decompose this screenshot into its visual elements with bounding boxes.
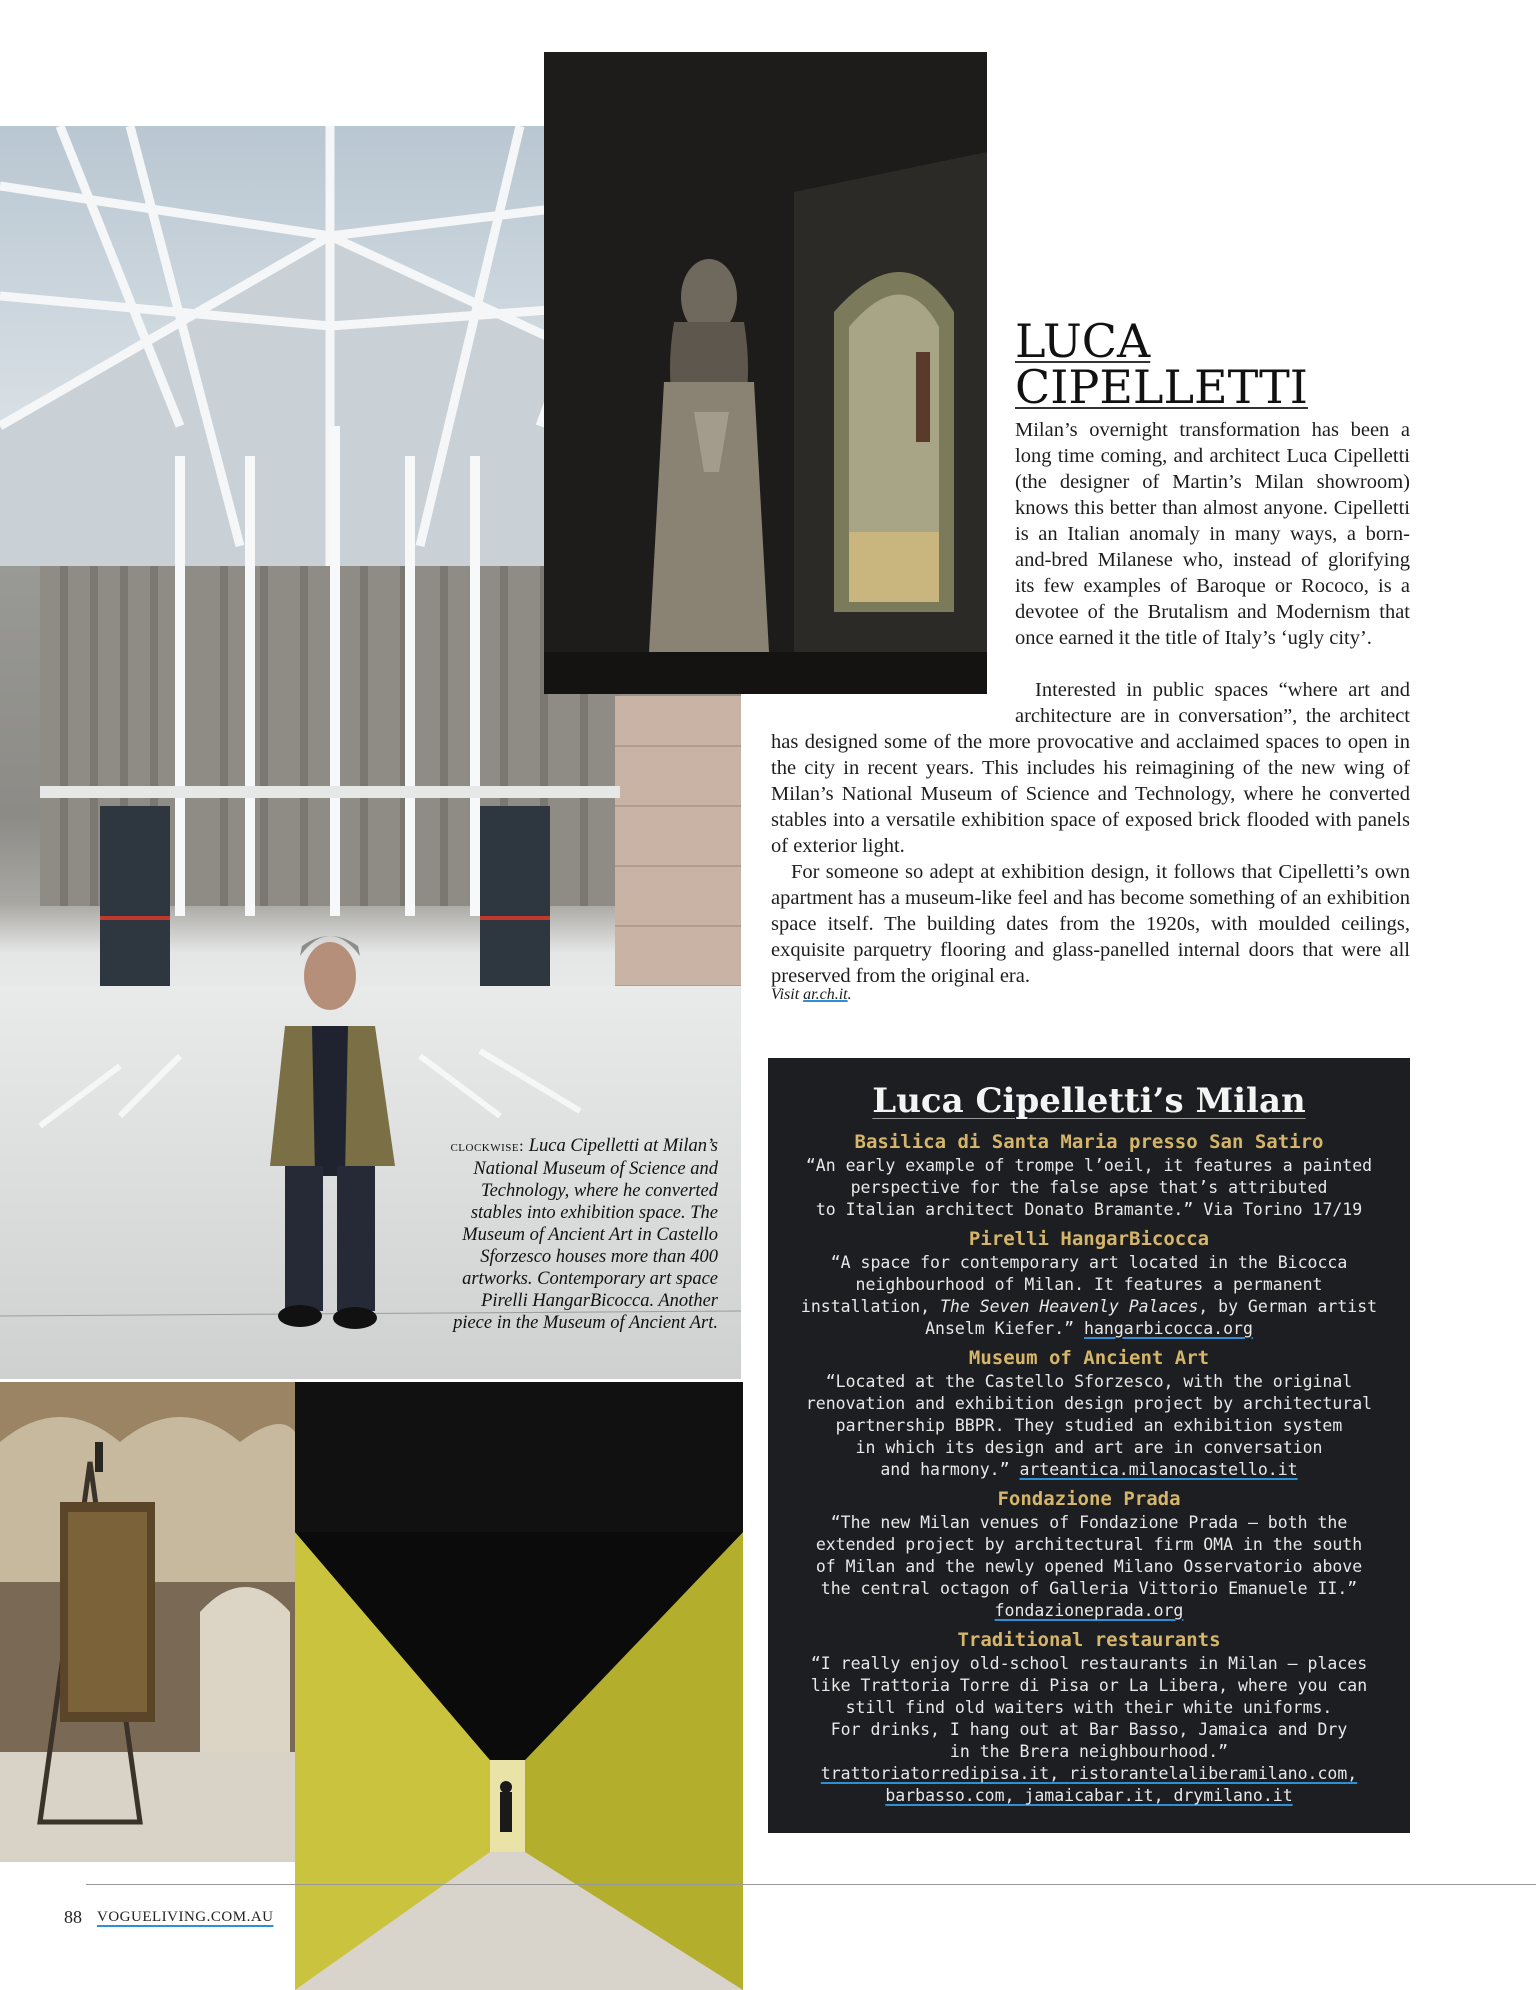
- venue-link[interactable]: hangarbicocca.org: [1084, 1319, 1253, 1338]
- venue-name: Museum of Ancient Art: [968, 1347, 1210, 1369]
- article-column-top: [1015, 417, 1410, 651]
- artwork-title: The Seven Heavenly Palaces: [939, 1297, 1199, 1316]
- desc-line: , by German artist: [1198, 1297, 1378, 1316]
- venue-fondazione-prada: [782, 1487, 1396, 1622]
- desc-line: the central octagon of Galleria Vittorio Emanuele II.”: [820, 1579, 1358, 1598]
- desc-line: renovation and exhibition design project by architectural: [805, 1394, 1373, 1413]
- article-paragraph-3: For someone so adept at exhibition design, it follows that Cipelletti’s own apartment has a museum-like feel and has become something of an exhibition space itself. The building dates from the 1920s, with moulded ceilings, exquisite parquetry flooring and glass-panelled internal doors that were all preserved from the original era.: [771, 861, 1410, 987]
- desc-line: Anselm Kiefer.”: [925, 1319, 1085, 1338]
- desc-line: perspective for the false apse that’s attributed: [850, 1178, 1328, 1197]
- desc-line: of Milan and the newly opened Milano Osservatorio above: [815, 1557, 1363, 1576]
- article-paragraph-1: Milan’s overnight transformation has been a long time coming, and architect Luca Cipelletti (the designer of Martin’s Milan showroom) knows this better than almost anyone. Cipelletti is an Italian anomaly in many ways, a born-and-bred Milanese who, instead of glorifying its few examples of Baroque or Rococo, is a devotee of the Brutalism and Modernism that once earned it the title of Italy’s ‘ugly city’.: [1015, 419, 1410, 649]
- guide-title: Luca Cipelletti’s Milan: [872, 1081, 1306, 1121]
- venue-hangarbicocca: [782, 1227, 1396, 1340]
- visit-line: [771, 986, 852, 1004]
- footer-divider: [86, 1884, 1536, 1885]
- venue-name: Traditional restaurants: [957, 1629, 1221, 1651]
- venue-description: [782, 1252, 1396, 1340]
- venue-description: [782, 1155, 1396, 1221]
- text-wrap-spacer: [771, 677, 1015, 729]
- article-column-bottom: [771, 677, 1410, 989]
- visit-link[interactable]: ar.ch.it: [803, 986, 848, 1003]
- footer-site-link[interactable]: VOGUELIVING.COM.AU: [97, 1909, 274, 1925]
- desc-line: like Trattoria Torre di Pisa or La Libera, where you can: [810, 1676, 1368, 1695]
- venue-museum-ancient-art: [782, 1346, 1396, 1481]
- bar-link[interactable]: drymilano.it: [1173, 1786, 1293, 1805]
- page-number: 88: [64, 1907, 82, 1927]
- venue-link[interactable]: fondazioneprada.org: [994, 1601, 1184, 1620]
- restaurant-link[interactable]: trattoriatorredipisa.it: [820, 1764, 1050, 1783]
- article-title-line-1: LUCA: [1015, 314, 1151, 368]
- venue-description: [782, 1512, 1396, 1622]
- venue-description: [782, 1371, 1396, 1481]
- caption-text: Luca Cipelletti at Milan’s National Museum of Science and Technology, where he converted stables into exhibition space. The Museum of Ancient Art in Castello Sforzesco houses more than 400 artworks. Contemporary art space Pirelli HangarBicocca. Another piece in the Museum of Ancient Art.: [453, 1136, 718, 1333]
- venue-traditional-restaurants: [782, 1628, 1396, 1807]
- venue-basilica: [782, 1130, 1396, 1221]
- corridor-illustration: [295, 1382, 743, 1990]
- desc-line: “Located at the Castello Sforzesco, with the original: [825, 1372, 1353, 1391]
- visit-suffix: .: [847, 986, 852, 1003]
- desc-line: in which its design and art are in conversation: [855, 1438, 1323, 1457]
- castello-illustration: [0, 1382, 295, 1862]
- desc-line: still find old waiters with their white uniforms.: [845, 1698, 1333, 1717]
- desc-line: For drinks, I hang out at Bar Basso, Jamaica and Dry: [830, 1720, 1348, 1739]
- desc-line: extended project by architectural firm OMA in the south: [815, 1535, 1363, 1554]
- statue-photo: [544, 52, 987, 694]
- statue-illustration: [544, 52, 987, 694]
- desc-line: “A space for contemporary art located in the Bicocca: [830, 1253, 1348, 1272]
- venue-name: Pirelli HangarBicocca: [968, 1228, 1210, 1250]
- visit-prefix: Visit: [771, 986, 804, 1003]
- desc-line: and harmony.”: [880, 1460, 1020, 1479]
- desc-line: to Italian architect Donato Bramante.” Via Torino 17/19: [815, 1200, 1363, 1219]
- photo-caption: [440, 1135, 718, 1334]
- bar-link[interactable]: barbasso.com: [885, 1786, 1005, 1805]
- castello-photo: [0, 1382, 295, 1862]
- desc-line: “The new Milan venues of Fondazione Prada – both the: [830, 1513, 1348, 1532]
- bar-link[interactable]: jamaicabar.it: [1024, 1786, 1154, 1805]
- corridor-photo: [295, 1382, 743, 1990]
- desc-line: in the Brera neighbourhood.”: [949, 1742, 1229, 1761]
- desc-line: neighbourhood of Milan. It features a permanent: [855, 1275, 1323, 1294]
- desc-line: installation,: [800, 1297, 940, 1316]
- article-title-line-2: CIPELLETTI: [1015, 360, 1308, 414]
- desc-line: “I really enjoy old-school restaurants in Milan – places: [810, 1654, 1368, 1673]
- milan-guide-box: [768, 1058, 1410, 1833]
- caption-lead: clockwise:: [450, 1138, 525, 1155]
- article-title: [1015, 314, 1308, 414]
- desc-line: partnership BBPR. They studied an exhibition system: [835, 1416, 1343, 1435]
- restaurant-link[interactable]: ristorantelaliberamilano.com: [1069, 1764, 1348, 1783]
- venue-link[interactable]: arteantica.milanocastello.it: [1019, 1460, 1298, 1479]
- venue-name: Basilica di Santa Maria presso San Satiro: [854, 1131, 1324, 1153]
- venue-description: “I really enjoy old-school restaurants in Milan – places like Trattoria Torre di Pisa or La Libera, where you can still find old waiters with their white uniforms. For drinks, I hang out at Bar Basso, Jamaica and Dry in the Brera neighbourhood.” trattoriatorredipisa.it, ristorantelaliberamilano.com, barbasso.com, jamaicabar.it, drymilano.it: [810, 1654, 1368, 1805]
- desc-line: “An early example of trompe l’oeil, it features a painted: [805, 1156, 1373, 1175]
- article-paragraph-2: Interested in public spaces “where art and architecture are in conversation”, the architect has designed some of the more provocative and acclaimed spaces to open in the city in recent years. This includes his reimagining of the new wing of Milan’s National Museum of Science and Technology, where he converted stables into a versatile exhibition space of exposed brick flooded with panels of exterior light.: [771, 679, 1410, 857]
- venue-name: Fondazione Prada: [997, 1488, 1181, 1510]
